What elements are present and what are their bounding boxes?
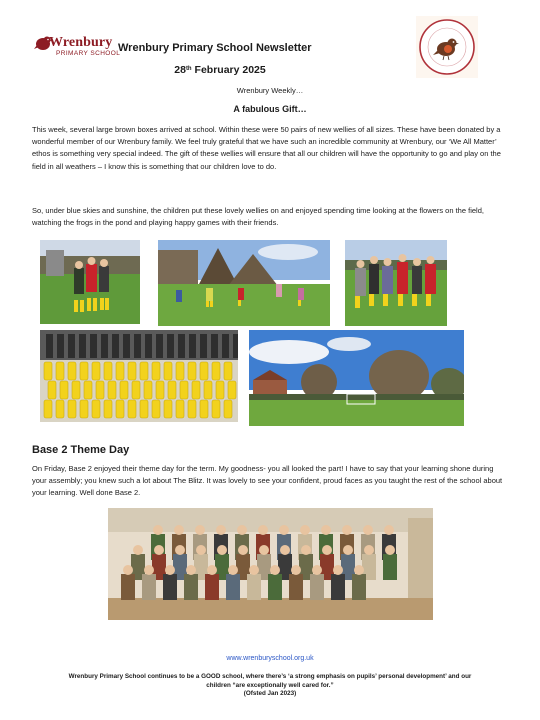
school-logo: [34, 35, 126, 59]
photo-base2-class-group: [108, 508, 433, 620]
gift-paragraph-2: So, under blue skies and sunshine, the children put these lovely wellies on and enjoyed spending time looking at the flowers on the field, watching the frogs in the pond and playing happy games with their friends.: [32, 206, 484, 228]
gift-heading: A fabulous Gift…: [233, 104, 307, 114]
section-kicker: Wrenbury Weekly…: [236, 86, 304, 95]
newsletter-date: [0, 64, 440, 77]
base2-heading: Base 2 Theme Day: [32, 444, 130, 456]
footer-line-1: Wrenbury Primary School continues to be a GOOD school, where there’s ‘a strong emphasis on pupils’ personal development’ and our: [68, 673, 472, 680]
footer-line-3: (Ofsted Jan 2023): [243, 690, 297, 698]
school-seal-bird-icon: [416, 16, 478, 78]
logo-sub-text: PRIMARY SCHOOL: [56, 50, 121, 57]
date-month-year: February 2025: [194, 64, 266, 76]
photo-children-running: [158, 240, 330, 326]
photo-children-wellies-1: [40, 240, 140, 324]
date-suffix: th: [185, 66, 192, 72]
logo-brand-text: Wrenbury: [49, 35, 113, 50]
newsletter-title: Wrenbury Primary School Newsletter: [118, 42, 312, 54]
gift-paragraph-1: This week, several large brown boxes arrived at school. Within these were 50 pairs of new wellies of all sizes. These have been donated by a wonderful member of our Wrenbury family. We feel truly grateful that we have such an incredible community at Wrenbury, our ‘We All Matter’ ethos is something very special indeed. The gift of these wellies will ensure that all our children will have the opportunity to go and play on the field in all weathers – I know this is something that our children love to do.: [32, 125, 501, 171]
base2-paragraph: On Friday, Base 2 enjoyed their theme day for the term. My goodness- you all looked the part! I have to say that your learning shone during your assembly; you knew such a lot about The Blitz. It was lovely to see your confident, proud faces as you taught the rest of the school about your learning. Well done Base 2.: [32, 464, 503, 498]
date-day: 28: [174, 64, 186, 76]
photo-yellow-wellies-rows: [40, 330, 238, 422]
footer-line-2: children “are exceptionally well cared for.”: [206, 681, 334, 689]
photo-children-wellies-2: [345, 240, 447, 326]
footer-ofsted-quote: [30, 673, 510, 699]
school-website-link[interactable]: www.wrenburyschool.org.uk: [226, 655, 314, 662]
photo-school-field: [249, 330, 464, 426]
